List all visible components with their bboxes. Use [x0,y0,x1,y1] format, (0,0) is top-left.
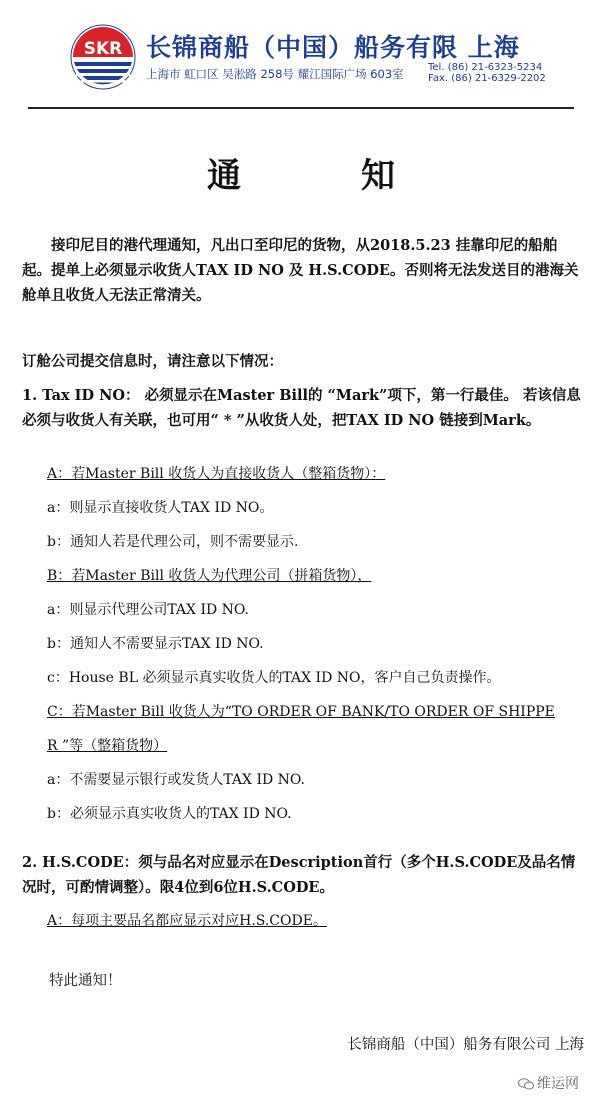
item1-case-a-a: a：则显示直接收货人TAX ID NO。 [47,500,274,516]
company-address: 上海市 虹口区 吴淞路 258号 耀江国际广场 603室 [146,67,404,81]
notice-title: 通知 [207,156,515,196]
company-name: 长锦商船（中国）船务有限 上海 [146,33,520,62]
item1-case-c-cont [47,729,584,763]
skr-logo [70,24,136,90]
item1-case-a [47,457,584,491]
signature: 长锦商船（中国）船务有限公司 上海 [347,1037,584,1053]
item1-case-b-b: b：通知人不需要显示TAX ID NO. [47,636,264,652]
item1-case-a-text: A：若Master Bill 收货人为直接收货人（整箱货物）： [47,466,386,482]
item2-case-a [47,904,584,938]
contact-numbers [428,62,546,84]
intro-paragraph: 接印尼目的港代理通知，凡出口至印尼的货物，从2018.5.23 挂靠印尼的船舶起。提单上必须显示收货人TAX ID NO 及 H.S.CODE。否则将无法发送目的港海关舱单且收货人无法正常清关。 [22,237,579,304]
closing-remark: 特此通知！ [49,973,122,989]
item2-case-a-text: A：每项主要品名都应显示对应H.S.CODE。 [47,913,327,929]
tel-number: Tel. (86) 21-6323-5234 [428,62,543,73]
wechat-icon [518,1078,534,1090]
item1-case-b-text: B：若Master Bill 收货人为代理公司（拼箱货物）， [47,568,372,584]
letterhead [0,0,602,110]
watermark [518,1073,579,1093]
item1-case-b-c: c：House BL 必须显示真实收货人的TAX ID NO，客户自己负责操作。 [47,670,501,686]
logo-text: SKR [83,39,123,59]
notice-heading: 订舱公司提交信息时，请注意以下情况： [22,353,283,370]
item1-paragraph: 1. Tax ID NO： 必须显示在Master Bill的 “Mark”项下，第一行最佳。 若该信息必须与收货人有关联，也可用“ * ”从收货人处，把TAX ID NO 链接到Mark。 [22,387,581,429]
item2-paragraph: 2. H.S.CODE：须与品名对应显示在Description首行（多个H.S.CODE及品名情况时，可酌情调整）。限4位到6位H.S.CODE。 [22,854,576,896]
item1-case-c-a: a：不需要显示银行或发货人TAX ID NO. [47,772,306,788]
item1-case-b [47,559,584,593]
item1-case-c-text: C：若Master Bill 收货人为“TO ORDER OF BANK/TO ORDER OF SHIPPE [47,704,555,720]
watermark-text: 维运网 [537,1076,579,1092]
item1-case-c [47,695,584,729]
header-divider [28,107,574,109]
item1-case-b-a: a：则显示代理公司TAX ID NO. [47,602,250,618]
fax-number: Fax. (86) 21-6329-2202 [428,73,546,84]
item1-case-a-b: b：通知人若是代理公司，则不需要显示. [47,534,299,550]
item1-case-c-b: b：必须显示真实收货人的TAX ID NO. [47,806,292,822]
item1-case-c-cont-text: R ”等（整箱货物） [47,738,168,754]
